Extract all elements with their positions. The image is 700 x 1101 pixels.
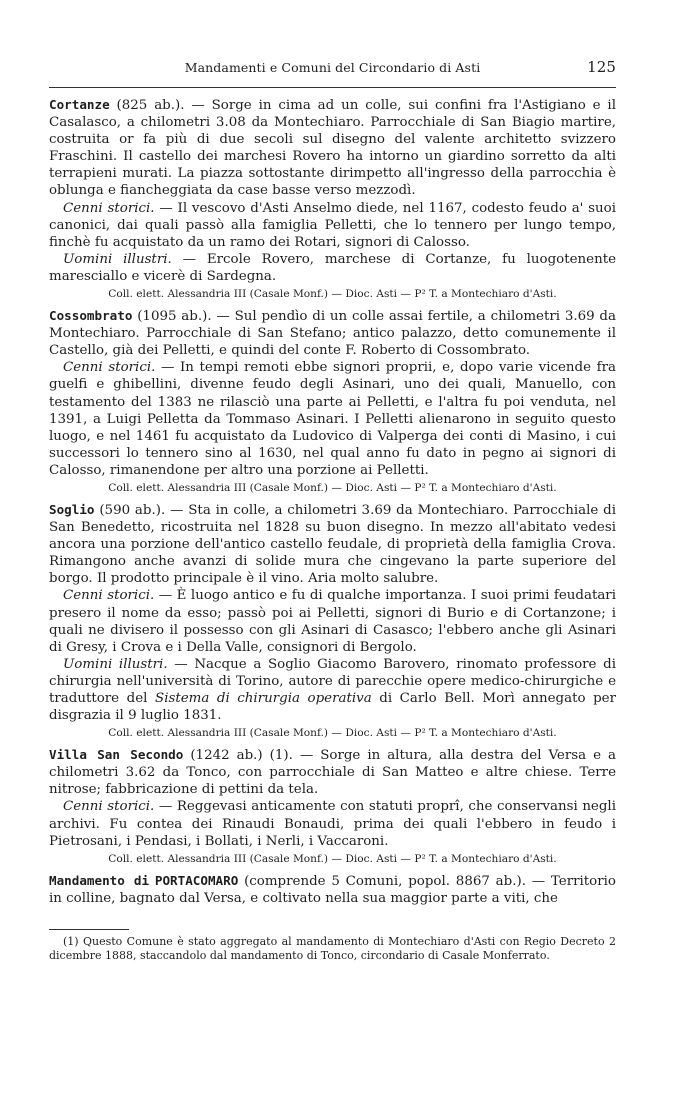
entry-name: Villa San Secondo [49,747,184,763]
uomini-paragraph [49,251,616,285]
cenni-text: — È luogo antico e fu di qualche importanza. I suoi primi feudatari presero il nome da esso; passò poi ai Pelletti, signori di Burio e di Cortanzone; i quali ne divisero il possesso con gli Asinari di Casasco; l'ebbero anche gli Asinari di Gresy, i Crova e i Della Valle, consignori di Bergolo. [49,588,616,655]
collegio-line: Coll. elett. Alessandria III (Casale Monf.) — Dioc. Asti — P² T. a Montechiaro d'Asti. [108,852,557,865]
mandamento-name: PORTACOMARO [154,872,239,888]
cenni-paragraph [49,587,616,655]
mandamento-text: (comprende 5 Comuni, popol. 8867 ab.). — Territorio in colline, bagnato dal Versa, e coltivato nella sua maggior parte a viti, che [49,873,616,906]
collegio-line: Coll. elett. Alessandria III (Casale Monf.) — Dioc. Asti — P² T. a Montechiaro d'Asti. [108,481,557,494]
cenni-label: Cenni storici. [63,200,155,216]
uomini-label: Uomini illustri. [63,656,168,672]
running-header [49,58,616,78]
footnote-text: (1) Questo Comune è stato aggregato al mandamento di Montechiaro d'Asti con Regio Decreto 2 dicembre 1888, staccandolo dal mandamento di Tonco, circondario di Casale Monferrato. [49,935,616,962]
uomini-text-end: di Carlo Bell. Morì annegato per disgrazia il 9 luglio 1831. [49,691,616,724]
entry-mandamento [49,872,616,907]
cenni-text: — In tempi remoti ebbe signori proprii, e, dopo varie vicende fra guelfi e ghibellini, divenne feudo degli Asinari, uno dei quali, Manuello, con testamento del 1383 ne rilasciò una parte ai Pelletti, e l'altra fu poi venduta, nel 1391, a Luigi Pelletta da Tommaso Asinari. I Pelletti alienarono in seguito questo luogo, e nel 1461 fu acquistato da Ludovico di Valperga dei conti di Masino, i cui successori lo tennero sino al 1630, nel qual anno fu dato in pegno ai signori di Calosso, rimanendone per altro una porzione ai Pelletti. [49,360,616,478]
cenni-label: Cenni storici. [63,360,156,376]
mandamento-label: Mandamento di [49,872,150,888]
uomini-text: — Ercole Rovero, marchese di Cortanze, fu luogotenente maresciallo e vicerè di Sardegna. [49,251,616,284]
entry-paragraph [49,307,616,359]
page-number: 125 [587,58,616,76]
entry-name: Cortanze [49,97,110,112]
cenni-paragraph [49,200,616,251]
entry-paragraph [49,501,616,587]
header-rule [49,87,616,88]
uomini-label: Uomini illustri. [63,251,172,267]
cenni-text: — Il vescovo d'Asti Anselmo diede, nel 1167, codesto feudo a' suoi canonici, dai quali passò alla famiglia Pelletti, che lo tennero per lungo tempo, finchè fu acquistato da un ramo dei Rotari, signori di Calosso. [49,200,617,250]
entry-name: Soglio [49,501,95,517]
cenni-paragraph [49,798,616,849]
running-title: Mandamenti e Comuni del Circondario di Asti [184,60,481,75]
mandamento-paragraph [49,872,616,907]
entry-cossombrato [49,307,616,495]
entry-text: (590 ab.). — Sta in colle, a chilometri 3.69 da Montechiaro. Parrocchiale di San Benedetto, ricostruita nel 1828 su buon disegno. In mezzo all'abitato vedesi ancora una porzione dell'antico castello feudale, di proprietà della famiglia Crova. Rimangono anche avanzi di solide mura che cingevano la parte superiore del borgo. Il prodotto principale è il vino. Aria molto salubre. [49,502,616,587]
entry-paragraph [49,96,616,200]
uomini-paragraph [49,656,616,724]
uomini-text: — Nacque a Soglio Giacomo Barovero, rinomato professore di chirurgia nell'università di Torino, autore di parecchie opere medico-chirurgiche e traduttore del [49,656,616,706]
cenni-label: Cenni storici. [63,588,155,604]
cenni-label: Cenni storici. [63,799,155,815]
entry-soglio [49,501,616,740]
collegio-line: Coll. elett. Alessandria III (Casale Monf.) — Dioc. Asti — P² T. a Montechiaro d'Asti. [108,288,557,301]
entry-text: (825 ab.). — Sorge in cima ad un colle, sui confini fra l'Astigiano e il Casalasco, a chilometri 3.08 da Montechiaro. Parrocchiale di San Biagio martire, costruita or fa più di due secoli sul disegno del valente architetto svizzero Fraschini. Il castello dei marchesi Rovero ha intorno un giardino sorretto da alti terrapieni murati. La piazza sottostante dirimpetto all'ingresso della parrocchia è oblunga e fiancheggiata da case basse verso mezzodì. [49,98,617,199]
cenni-paragraph [49,359,616,479]
entry-villa-san-secondo [49,746,616,866]
entry-paragraph [49,746,616,798]
entry-text: (1242 ab.) (1). — Sorge in altura, alla destra del Versa e a chilometri 3.62 da Tonco, con parrocchiale di San Matteo e altre chiese. Terre nitrose; fabbricazione di pettini da tela. [49,748,616,798]
entry-text: (1095 ab.). — Sul pendìo di un colle assai fertile, a chilometri 3.69 da Montechiaro. Parrocchiale di San Stefano; antico palazzo, detto comunemente il Castello, già dei Pelletti, e quindi del conte F. Roberto di Cossombrato. [49,309,616,359]
footnote-rule [49,929,129,930]
page-body [49,96,616,913]
collegio-line: Coll. elett. Alessandria III (Casale Monf.) — Dioc. Asti — P² T. a Montechiaro d'Asti. [108,727,557,740]
entry-name: Cossombrato [49,308,133,324]
cenni-text: — Reggevasi anticamente con statuti proprî, che conservansi negli archivi. Fu contea dei Rinaudi Bonaudi, prima dei quali l'ebbero in feudo i Pietrosani, i Pendasi, i Bollati, i Nerli, i Vaccaroni. [49,799,616,849]
work-title: Sistema di chirurgia operativa [155,691,372,706]
entry-cortanze [49,96,616,301]
footnote [49,935,616,963]
